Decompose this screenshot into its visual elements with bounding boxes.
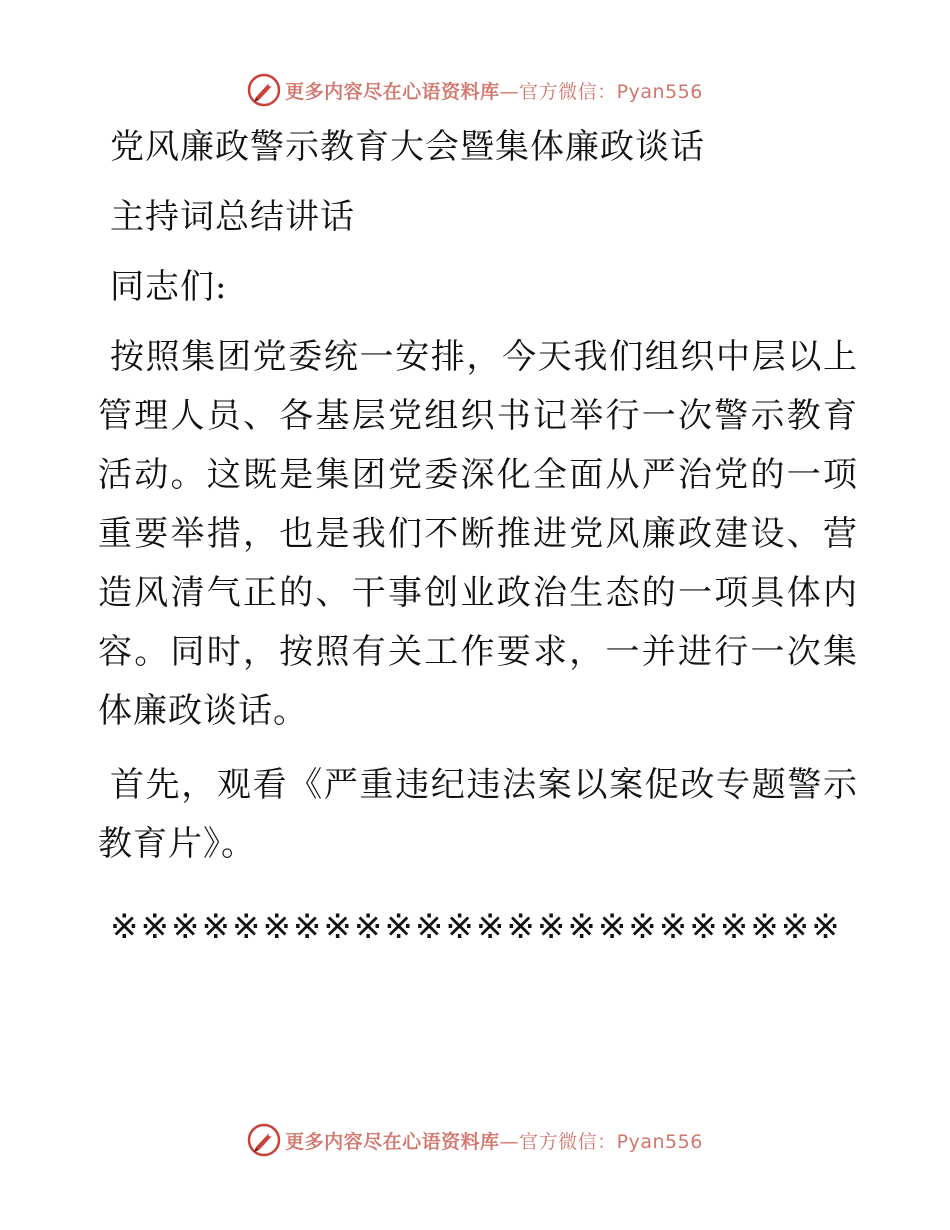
greeting: 同志们: <box>110 267 228 307</box>
watermark-dash: — <box>499 80 520 103</box>
paragraph-1: 按照集团党委统一安排，今天我们组织中层以上管理人员、各基层党组织书记举行一次警示教育活动。这既是集团党委深化全面从严治党的一项重要举措，也是我们不断推进党风廉政建设、营造风清气正的、干事创业政治生态的一项具体内容。同时，按照有关工作要求，一并进行一次集体廉政谈话。 <box>98 337 858 731</box>
watermark-footer <box>0 1120 950 1160</box>
document-body <box>98 118 858 957</box>
document-subtitle: 主持词总结讲话 <box>110 197 355 237</box>
watermark-title: 更多内容尽在心语资料库 <box>285 80 500 103</box>
watermark-header <box>0 70 950 110</box>
document-title: 党风廉政警示教育大会暨集体廉政谈话 <box>110 127 705 167</box>
watermark-text <box>285 77 703 104</box>
separator-symbols: ※※※※※※※※※※※※※※※※※※※※※※※※ <box>110 907 842 947</box>
watermark-text <box>285 1127 703 1154</box>
pen-logo-icon <box>247 73 281 107</box>
paragraph-2: 首先，观看《严重违纪违法案以案促改专题警示教育片》。 <box>98 765 858 864</box>
watermark-title: 更多内容尽在心语资料库 <box>285 1130 500 1153</box>
watermark-dash: — <box>499 1130 520 1153</box>
watermark-contact: 官方微信：Pyan556 <box>519 1130 703 1153</box>
pen-logo-icon <box>247 1123 281 1157</box>
watermark-contact: 官方微信：Pyan556 <box>519 80 703 103</box>
